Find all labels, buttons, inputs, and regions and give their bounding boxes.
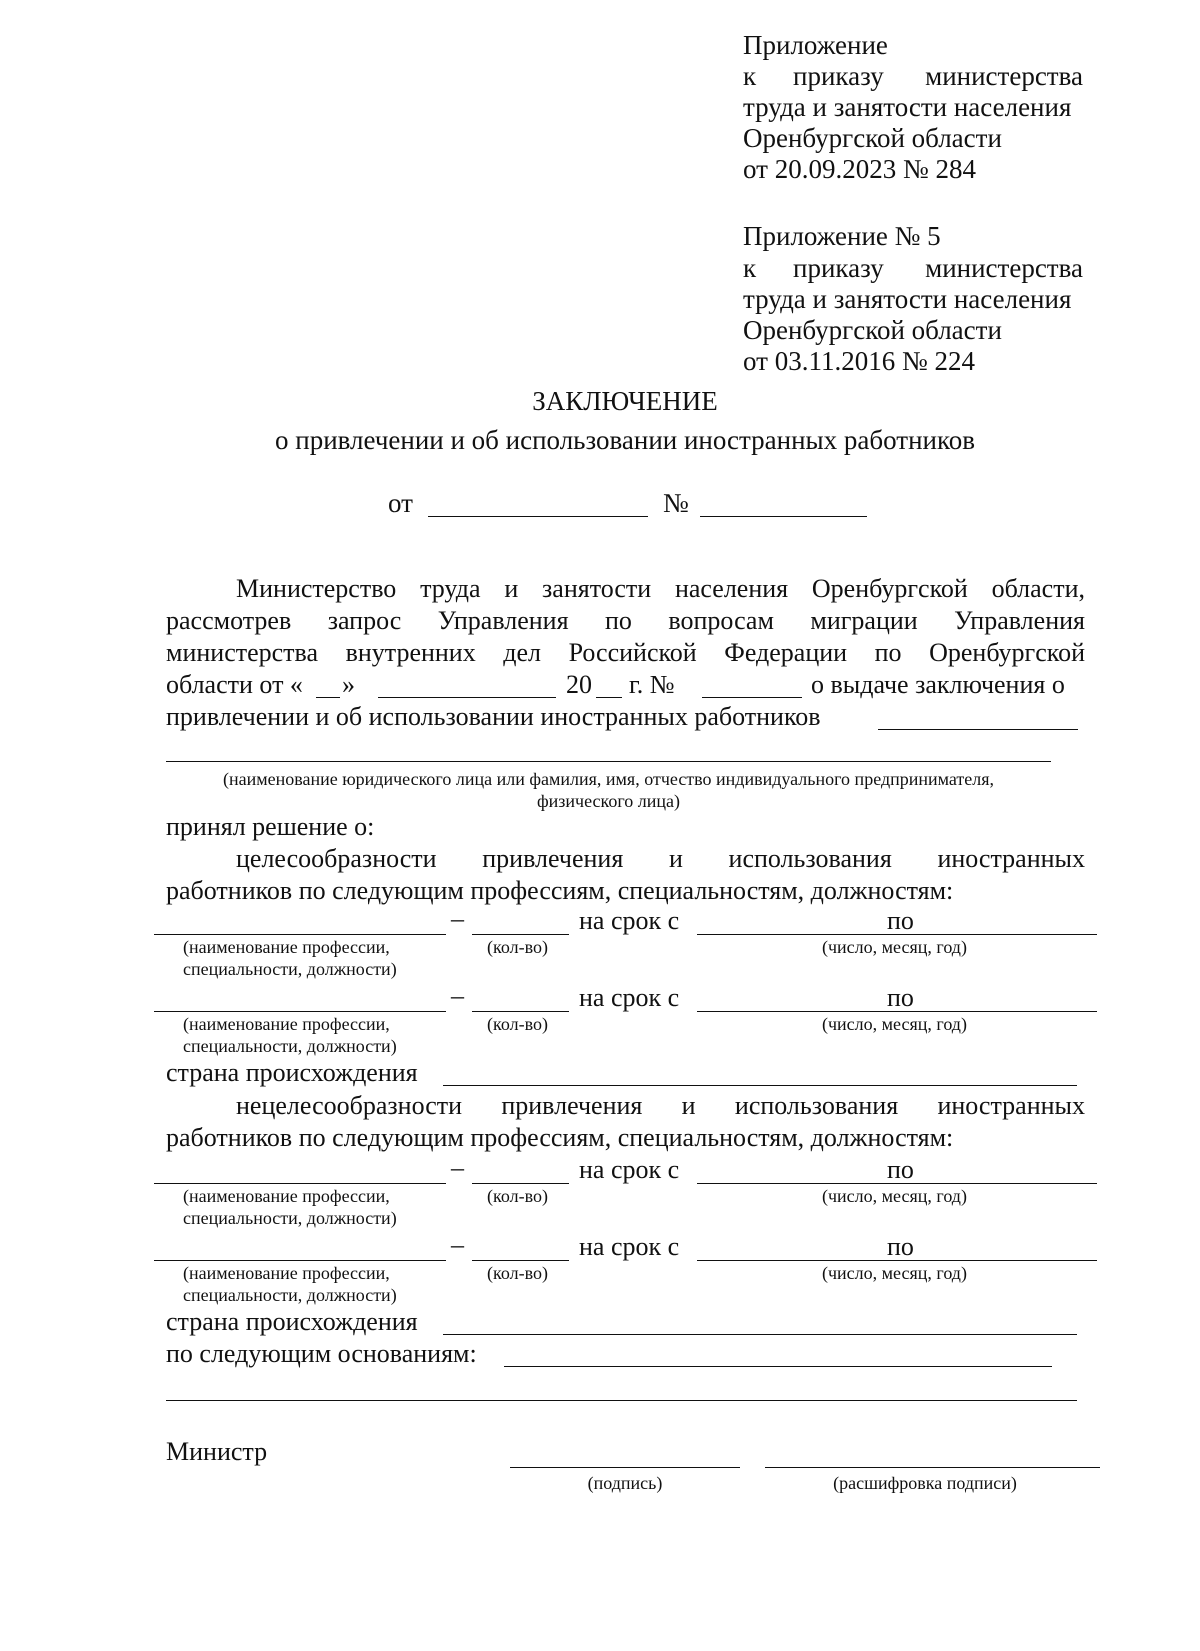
profession-blank[interactable] — [154, 1183, 446, 1184]
date-caption: (число, месяц, год) — [822, 1186, 967, 1206]
term-to-label: по — [887, 983, 914, 1012]
profession-blank[interactable] — [154, 934, 446, 935]
paragraph-line: Министерство труда и занятости населения Оренбургской области, — [236, 574, 1085, 603]
profession-caption: (наименование профессии, — [183, 1186, 390, 1206]
appendix-region-line: Оренбургской области — [743, 315, 1002, 345]
dash: – — [451, 981, 464, 1010]
term-to-label: по — [887, 1232, 914, 1261]
profession-caption: специальности, должности) — [183, 959, 397, 979]
term-from-label: на срок с — [579, 1155, 680, 1184]
quantity-caption: (кол-во) — [487, 1014, 548, 1034]
term-to-label: по — [887, 1155, 914, 1184]
quantity-caption: (кол-во) — [487, 937, 548, 957]
profession-caption: специальности, должности) — [183, 1285, 397, 1305]
grounds-blank-full[interactable] — [166, 1400, 1077, 1401]
dash: – — [451, 1230, 464, 1259]
grounds-blank[interactable] — [504, 1366, 1052, 1367]
quantity-caption: (кол-во) — [487, 1263, 548, 1283]
signature-decode-blank[interactable] — [765, 1467, 1100, 1468]
date-caption: (число, месяц, год) — [822, 1014, 967, 1034]
term-from-label: на срок с — [579, 1232, 680, 1261]
number-blank[interactable] — [700, 516, 867, 517]
number-label: № — [663, 488, 689, 518]
term-to-label: по — [887, 906, 914, 935]
dash: – — [451, 904, 464, 933]
signature-blank[interactable] — [510, 1467, 740, 1468]
profession-blank[interactable] — [154, 1011, 446, 1012]
country-blank[interactable] — [443, 1334, 1077, 1335]
employer-blank[interactable] — [878, 729, 1078, 730]
inexpedient-heading: нецелесообразности привлечения и использования иностранных — [236, 1091, 1085, 1120]
paragraph-line: привлечении и об использовании иностранных работников — [166, 702, 821, 731]
expedient-heading: работников по следующим профессиям, специальностям, должностям: — [166, 876, 954, 905]
appendix-ministry-line: труда и занятости населения — [743, 92, 1072, 122]
profession-caption: (наименование профессии, — [183, 1263, 390, 1283]
appendix-date-number: от 03.11.2016 № 224 — [743, 346, 975, 376]
inexpedient-heading: работников по следующим профессиям, специальностям, должностям: — [166, 1123, 954, 1152]
quantity-blank[interactable] — [472, 1260, 569, 1261]
country-label: страна происхождения — [166, 1058, 418, 1087]
profession-blank[interactable] — [154, 1260, 446, 1261]
appendix-date-number: от 20.09.2023 № 284 — [743, 154, 976, 184]
expedient-heading: целесообразности привлечения и использования иностранных — [236, 844, 1085, 873]
date-blank[interactable] — [428, 516, 648, 517]
quantity-blank[interactable] — [472, 1183, 569, 1184]
decision-label: принял решение о: — [166, 812, 375, 841]
paragraph-line: министерства внутренних дел Российской Федерации по Оренбургской — [166, 638, 1085, 667]
month-blank[interactable] — [378, 697, 556, 698]
document-subtitle: о привлечении и об использовании иностранных работников — [275, 425, 975, 455]
profession-caption: специальности, должности) — [183, 1036, 397, 1056]
paragraph-line: рассмотрев запрос Управления по вопросам миграции Управления — [166, 606, 1085, 635]
grounds-label: по следующим основаниям: — [166, 1339, 477, 1368]
employer-caption: физического лица) — [536, 791, 680, 811]
date-caption: (число, месяц, год) — [822, 1263, 967, 1283]
signature-caption: (подпись) — [587, 1473, 663, 1493]
quantity-blank[interactable] — [472, 934, 569, 935]
country-label: страна происхождения — [166, 1307, 418, 1336]
profession-caption: специальности, должности) — [183, 1208, 397, 1228]
quantity-blank[interactable] — [472, 1011, 569, 1012]
date-caption: (число, месяц, год) — [822, 937, 967, 957]
request-number-blank[interactable] — [702, 697, 802, 698]
appendix-ministry-line: труда и занятости населения — [743, 284, 1072, 314]
from-label: от — [388, 488, 413, 518]
document-title: ЗАКЛЮЧЕНИЕ — [532, 386, 718, 416]
profession-caption: (наименование профессии, — [183, 937, 390, 957]
profession-caption: (наименование профессии, — [183, 1014, 390, 1034]
quantity-caption: (кол-во) — [487, 1186, 548, 1206]
employer-blank-full[interactable] — [166, 761, 1051, 762]
dash: – — [451, 1153, 464, 1182]
employer-caption: (наименование юридического лица или фамилия, имя, отчество индивидуального предпринимателя, — [222, 769, 995, 789]
country-blank[interactable] — [443, 1085, 1077, 1086]
appendix-title: Приложение — [743, 30, 888, 60]
year-blank[interactable] — [596, 697, 622, 698]
signature-decode-caption: (расшифровка подписи) — [833, 1473, 1017, 1493]
minister-label: Министр — [166, 1437, 268, 1466]
appendix-region-line: Оренбургской области — [743, 123, 1002, 153]
term-from-label: на срок с — [579, 983, 680, 1012]
term-from-label: на срок с — [579, 906, 680, 935]
day-blank[interactable] — [316, 697, 340, 698]
appendix-title: Приложение № 5 — [743, 221, 941, 251]
